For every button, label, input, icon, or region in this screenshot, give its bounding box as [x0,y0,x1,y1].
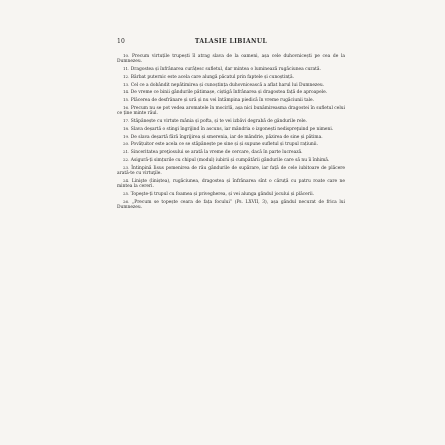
paragraph-number: 20. [123,141,130,147]
paragraph-number: 16. [123,104,130,110]
paragraph-number: 21. [123,149,130,155]
paragraph [117,82,345,88]
paragraph [117,191,345,197]
page-number: 10 [117,38,126,45]
paragraph [117,118,345,124]
paragraph-text: Plăcerea de desfrânare și urâ și nu vei întâmpina piedică în vreme rugăciunii tale. [130,98,315,104]
paragraph-number: 19. [123,133,130,139]
paragraph [117,66,345,72]
paragraph-number: 24. [123,177,130,183]
paragraph-number: 15. [123,97,130,103]
paragraph-text: Povățuitor este acela ce se stăpânește pe sine și și supune sufletul și trupul rațiunii. [130,142,318,148]
paragraph-text: De slava deșartă fără îngrijirea și smerenia, iar de mândrie, păzirea de sine și pătima. [130,134,323,140]
page-header [117,38,345,48]
paragraph-text: Topeşte-ți trupul cu foamea și privegherea, și vei alunga gândul jocului și plăcerii. [130,191,315,197]
paragraph-number: 14. [123,89,130,95]
paragraph-text: De vreme ce binii gândurile pătimașe, ciștigă înfrânarea și dragostea față de aproapele. [130,90,328,96]
paragraph-number: 11. [123,66,130,71]
paragraph-text: Precum virtuțile trupești îl atrag slava de la oameni, așa cele duhovnicești pe cea de la Dumnezeu. [117,54,345,65]
paragraph-text: Întinpină Iisus pomenirea de rău gândurile de supărare, iar față de cele iubitoare de plăcere arată-te cu virtuţile. [117,165,345,176]
paragraph [117,178,345,189]
paragraph-number: 17. [123,117,130,123]
paragraph-text: Cel ce a dobândit nepătimirea și cunoștința duhovnicească a aflat harul lui Dumnezeu. [130,82,325,88]
paragraph-text: Dragostea și înfrânarea curățesc sufletul, dar mintea o luminează rugăciunea curată. [130,67,321,72]
running-title: TALASIE LIBIANUL [194,38,268,45]
body-text [117,53,345,212]
paragraph-text: „Precum se topește ceara de fața focului” (Ps. LXVII, 3), așa gândul necurat de frica lui Dumnezeu. [117,199,345,210]
paragraph-text: Bărbat puternic este acela care alungă păcatul prin faptele și cunoștință. [130,74,294,80]
paragraph [117,89,345,95]
paragraph-number: 26. [123,198,130,204]
paragraph-text: Stăpânește cu virtute mânia și pofta, și te vei izbăvi degrabă de gândurile rele. [130,118,307,124]
paragraph-number: 25. [123,190,130,196]
paragraph [117,165,345,176]
paragraph-text: Linişte (liniștea), rugăciunea, dragostea și înfrânarea sînt o căruță cu patru roate care ne mintea la cereri. [117,178,345,189]
paragraph-text: Sinceritatea preţiosului se arată la vreme de cercare, dacă în parte lucrează. [130,150,303,156]
paragraph [117,134,345,140]
paragraph [117,105,345,116]
paragraph [117,53,345,64]
paragraph [117,74,345,80]
paragraph-number: 13. [123,81,130,87]
paragraph [117,149,345,155]
paragraph-number: 12. [123,73,130,79]
paragraph-number: 23. [123,164,130,170]
paragraph-text: Slava deșartă o stingi îngrijind în ascuns, iar mândria o izgonești nedispreţuind pe nimeni. [130,126,334,132]
paragraph-text: Asigură-ți simțurile cu chipul (modul) iubirii și cumpătării gândurile care să nu îi înhimă. [130,157,330,163]
paragraph [117,199,345,210]
paragraph [117,97,345,103]
paragraph-text: Precum nu se pot vedea aromatele în mocirlă, așa nici bunămireasma dragostei în sufletul celui ce ține minte răul. [117,105,345,117]
paragraph-number: 10. [123,53,130,58]
paragraph [117,141,345,147]
paragraph-number: 22. [123,156,130,162]
paragraph [117,126,345,132]
paragraph-number: 18. [123,125,130,131]
paragraph [117,157,345,163]
